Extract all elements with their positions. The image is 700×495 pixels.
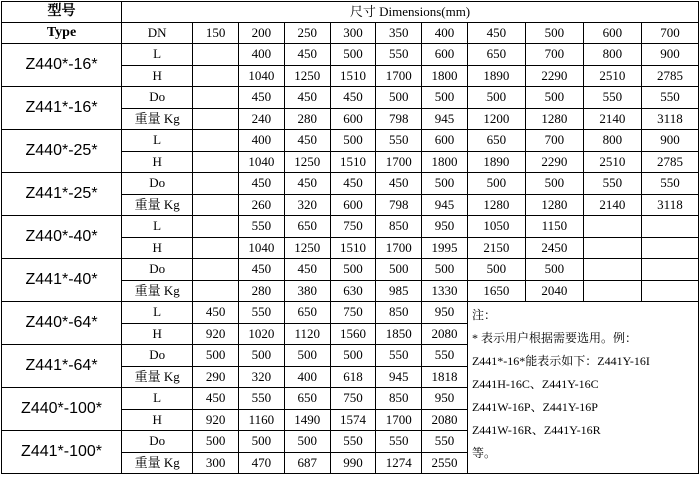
value-cell: 1510 <box>330 237 376 259</box>
value-cell: 1280 <box>525 108 583 130</box>
value-cell: 2510 <box>583 151 641 173</box>
value-cell: 1490 <box>284 409 330 431</box>
value-cell <box>641 237 698 259</box>
value-cell: 1330 <box>422 280 468 302</box>
value-cell <box>583 216 641 238</box>
value-cell: 450 <box>284 259 330 281</box>
value-cell: 470 <box>239 452 285 474</box>
table-row <box>2 173 699 195</box>
dn-value: 600 <box>583 23 641 44</box>
value-cell: 750 <box>330 302 376 324</box>
value-cell: 618 <box>330 366 376 388</box>
value-cell: 500 <box>330 130 376 152</box>
dn-value: 500 <box>525 23 583 44</box>
param-label: L <box>122 44 193 66</box>
value-cell: 500 <box>467 87 525 109</box>
value-cell: 1160 <box>239 409 285 431</box>
table-row <box>2 44 699 66</box>
value-cell: 950 <box>422 388 468 410</box>
value-cell: 320 <box>239 366 285 388</box>
value-cell: 1280 <box>525 194 583 216</box>
value-cell: 900 <box>641 130 698 152</box>
value-cell: 1250 <box>284 151 330 173</box>
value-cell: 1200 <box>467 108 525 130</box>
model-name: Z440*-64* <box>2 302 122 345</box>
value-cell: 1818 <box>422 366 468 388</box>
value-cell: 450 <box>239 173 285 195</box>
header-row-1 <box>2 2 699 23</box>
value-cell: 1700 <box>376 65 422 87</box>
dn-value: 300 <box>330 23 376 44</box>
value-cell: 500 <box>239 431 285 453</box>
value-cell: 945 <box>422 194 468 216</box>
param-label: L <box>122 130 193 152</box>
value-cell: 550 <box>641 173 698 195</box>
model-name: Z441*-25* <box>2 173 122 216</box>
value-cell: 800 <box>583 44 641 66</box>
value-cell: 600 <box>422 130 468 152</box>
value-cell: 1510 <box>330 151 376 173</box>
value-cell: 1040 <box>239 237 285 259</box>
note-line: * 表示用户根据需要选用。例： <box>471 331 637 345</box>
param-label: H <box>122 323 193 345</box>
value-cell: 2450 <box>525 237 583 259</box>
value-cell <box>193 44 239 66</box>
value-cell: 2785 <box>641 65 698 87</box>
value-cell: 550 <box>422 431 468 453</box>
value-cell <box>193 216 239 238</box>
value-cell: 1020 <box>239 323 285 345</box>
table-row <box>2 259 699 281</box>
value-cell: 945 <box>376 366 422 388</box>
dn-value: 200 <box>239 23 285 44</box>
value-cell: 1890 <box>467 151 525 173</box>
value-cell <box>583 280 641 302</box>
value-cell: 500 <box>376 87 422 109</box>
value-cell <box>193 130 239 152</box>
value-cell: 650 <box>467 130 525 152</box>
value-cell: 450 <box>284 87 330 109</box>
param-label: L <box>122 388 193 410</box>
model-name: Z441*-40* <box>2 259 122 302</box>
value-cell: 450 <box>330 173 376 195</box>
type-header-en: Type <box>2 23 122 44</box>
value-cell: 650 <box>284 302 330 324</box>
value-cell: 1050 <box>467 216 525 238</box>
dn-value: 400 <box>422 23 468 44</box>
value-cell: 450 <box>284 44 330 66</box>
table-row <box>2 87 699 109</box>
value-cell: 400 <box>284 366 330 388</box>
param-label: Do <box>122 87 193 109</box>
value-cell <box>641 259 698 281</box>
value-cell: 1510 <box>330 65 376 87</box>
value-cell: 850 <box>376 388 422 410</box>
param-label: 重量 Kg <box>122 108 193 130</box>
value-cell: 750 <box>330 388 376 410</box>
value-cell: 400 <box>239 130 285 152</box>
value-cell: 1280 <box>467 194 525 216</box>
value-cell: 2150 <box>467 237 525 259</box>
value-cell: 550 <box>583 173 641 195</box>
value-cell <box>193 237 239 259</box>
value-cell: 2080 <box>422 323 468 345</box>
dimensions-title: 尺寸 Dimensions(mm) <box>122 2 699 23</box>
param-label: Do <box>122 173 193 195</box>
value-cell: 500 <box>525 259 583 281</box>
value-cell: 500 <box>330 259 376 281</box>
table-row <box>2 130 699 152</box>
value-cell: 600 <box>422 44 468 66</box>
dn-value: 350 <box>376 23 422 44</box>
value-cell: 798 <box>376 194 422 216</box>
notes-cell <box>467 302 698 474</box>
value-cell: 1700 <box>376 409 422 431</box>
param-label: L <box>122 302 193 324</box>
value-cell: 630 <box>330 280 376 302</box>
model-name: Z440*-25* <box>2 130 122 173</box>
value-cell: 3118 <box>641 194 698 216</box>
value-cell: 450 <box>193 302 239 324</box>
value-cell: 500 <box>422 173 468 195</box>
note-line: 注： <box>471 308 496 322</box>
value-cell <box>193 151 239 173</box>
note-line: Z441W-16P、Z441Y-16P <box>471 400 598 414</box>
note-line: 等。 <box>471 446 496 460</box>
table-row <box>2 302 699 324</box>
value-cell: 650 <box>284 388 330 410</box>
value-cell: 600 <box>330 194 376 216</box>
value-cell: 2290 <box>525 65 583 87</box>
value-cell: 550 <box>422 345 468 367</box>
value-cell: 260 <box>239 194 285 216</box>
value-cell: 920 <box>193 323 239 345</box>
model-name: Z441*-100* <box>2 431 122 474</box>
value-cell: 920 <box>193 409 239 431</box>
param-label: 重量 Kg <box>122 366 193 388</box>
value-cell: 450 <box>284 130 330 152</box>
value-cell <box>193 280 239 302</box>
value-cell: 280 <box>239 280 285 302</box>
value-cell: 990 <box>330 452 376 474</box>
value-cell: 500 <box>376 259 422 281</box>
value-cell: 450 <box>239 259 285 281</box>
value-cell: 650 <box>467 44 525 66</box>
value-cell <box>193 194 239 216</box>
value-cell: 800 <box>583 130 641 152</box>
value-cell: 450 <box>284 173 330 195</box>
value-cell: 687 <box>284 452 330 474</box>
value-cell: 280 <box>284 108 330 130</box>
value-cell: 798 <box>376 108 422 130</box>
param-label: 重量 Kg <box>122 452 193 474</box>
type-header-cn: 型号 <box>2 2 122 23</box>
value-cell: 1800 <box>422 151 468 173</box>
model-name: Z441*-16* <box>2 87 122 130</box>
param-label: Do <box>122 259 193 281</box>
value-cell <box>193 259 239 281</box>
valve-dimensions-table <box>1 1 699 474</box>
value-cell: 3118 <box>641 108 698 130</box>
model-name: Z440*-16* <box>2 44 122 87</box>
value-cell: 1700 <box>376 151 422 173</box>
value-cell: 550 <box>376 345 422 367</box>
value-cell: 240 <box>239 108 285 130</box>
value-cell: 550 <box>583 87 641 109</box>
value-cell: 500 <box>330 44 376 66</box>
dn-label: DN <box>122 23 193 44</box>
value-cell: 550 <box>239 388 285 410</box>
note-line: Z441W-16R、Z441Y-16R <box>471 423 601 437</box>
table-row <box>2 216 699 238</box>
value-cell: 600 <box>330 108 376 130</box>
param-label: H <box>122 65 193 87</box>
value-cell: 450 <box>239 87 285 109</box>
value-cell: 2290 <box>525 151 583 173</box>
dn-value: 150 <box>193 23 239 44</box>
value-cell: 1150 <box>525 216 583 238</box>
value-cell: 300 <box>193 452 239 474</box>
value-cell: 550 <box>376 44 422 66</box>
value-cell: 550 <box>376 130 422 152</box>
value-cell: 2140 <box>583 194 641 216</box>
value-cell: 1995 <box>422 237 468 259</box>
value-cell: 500 <box>284 431 330 453</box>
value-cell: 750 <box>330 216 376 238</box>
value-cell: 500 <box>330 345 376 367</box>
value-cell: 2080 <box>422 409 468 431</box>
value-cell: 1040 <box>239 65 285 87</box>
value-cell: 1574 <box>330 409 376 431</box>
value-cell <box>641 216 698 238</box>
value-cell: 1250 <box>284 65 330 87</box>
model-name: Z440*-100* <box>2 388 122 431</box>
value-cell: 700 <box>525 44 583 66</box>
value-cell: 500 <box>193 345 239 367</box>
value-cell: 1120 <box>284 323 330 345</box>
dn-value: 700 <box>641 23 698 44</box>
value-cell: 950 <box>422 216 468 238</box>
value-cell <box>193 108 239 130</box>
param-label: H <box>122 409 193 431</box>
value-cell: 450 <box>376 173 422 195</box>
value-cell: 2510 <box>583 65 641 87</box>
param-label: H <box>122 237 193 259</box>
value-cell: 500 <box>525 87 583 109</box>
value-cell: 400 <box>239 44 285 66</box>
value-cell: 380 <box>284 280 330 302</box>
value-cell: 450 <box>330 87 376 109</box>
value-cell: 1890 <box>467 65 525 87</box>
param-label: Do <box>122 345 193 367</box>
value-cell: 500 <box>422 87 468 109</box>
value-cell: 1800 <box>422 65 468 87</box>
value-cell: 500 <box>284 345 330 367</box>
dn-value: 450 <box>467 23 525 44</box>
model-name: Z440*-40* <box>2 216 122 259</box>
value-cell: 500 <box>467 259 525 281</box>
param-label: 重量 Kg <box>122 194 193 216</box>
value-cell: 550 <box>239 216 285 238</box>
value-cell: 1650 <box>467 280 525 302</box>
value-cell: 850 <box>376 302 422 324</box>
value-cell: 945 <box>422 108 468 130</box>
value-cell: 985 <box>376 280 422 302</box>
value-cell: 1274 <box>376 452 422 474</box>
value-cell: 1700 <box>376 237 422 259</box>
value-cell: 900 <box>641 44 698 66</box>
value-cell: 500 <box>467 173 525 195</box>
value-cell: 550 <box>376 431 422 453</box>
value-cell: 1560 <box>330 323 376 345</box>
value-cell: 700 <box>525 130 583 152</box>
param-label: Do <box>122 431 193 453</box>
value-cell: 2040 <box>525 280 583 302</box>
value-cell: 2550 <box>422 452 468 474</box>
value-cell <box>583 237 641 259</box>
value-cell: 320 <box>284 194 330 216</box>
value-cell: 500 <box>525 173 583 195</box>
value-cell <box>193 65 239 87</box>
value-cell: 1850 <box>376 323 422 345</box>
note-line: Z441*-16*能表示如下：Z441Y-16I <box>471 354 650 368</box>
value-cell: 850 <box>376 216 422 238</box>
value-cell: 500 <box>239 345 285 367</box>
value-cell: 550 <box>239 302 285 324</box>
value-cell: 550 <box>641 87 698 109</box>
model-name: Z441*-64* <box>2 345 122 388</box>
value-cell: 1250 <box>284 237 330 259</box>
param-label: H <box>122 151 193 173</box>
value-cell: 500 <box>422 259 468 281</box>
value-cell: 2140 <box>583 108 641 130</box>
value-cell: 290 <box>193 366 239 388</box>
value-cell: 450 <box>193 388 239 410</box>
param-label: L <box>122 216 193 238</box>
note-line: Z441H-16C、Z441Y-16C <box>471 377 599 391</box>
value-cell: 950 <box>422 302 468 324</box>
value-cell <box>193 173 239 195</box>
value-cell <box>583 259 641 281</box>
param-label: 重量 Kg <box>122 280 193 302</box>
value-cell: 2785 <box>641 151 698 173</box>
header-row-2 <box>2 23 699 44</box>
dn-value: 250 <box>284 23 330 44</box>
value-cell: 550 <box>330 431 376 453</box>
value-cell <box>641 280 698 302</box>
value-cell <box>193 87 239 109</box>
value-cell: 500 <box>193 431 239 453</box>
value-cell: 650 <box>284 216 330 238</box>
value-cell: 1040 <box>239 151 285 173</box>
